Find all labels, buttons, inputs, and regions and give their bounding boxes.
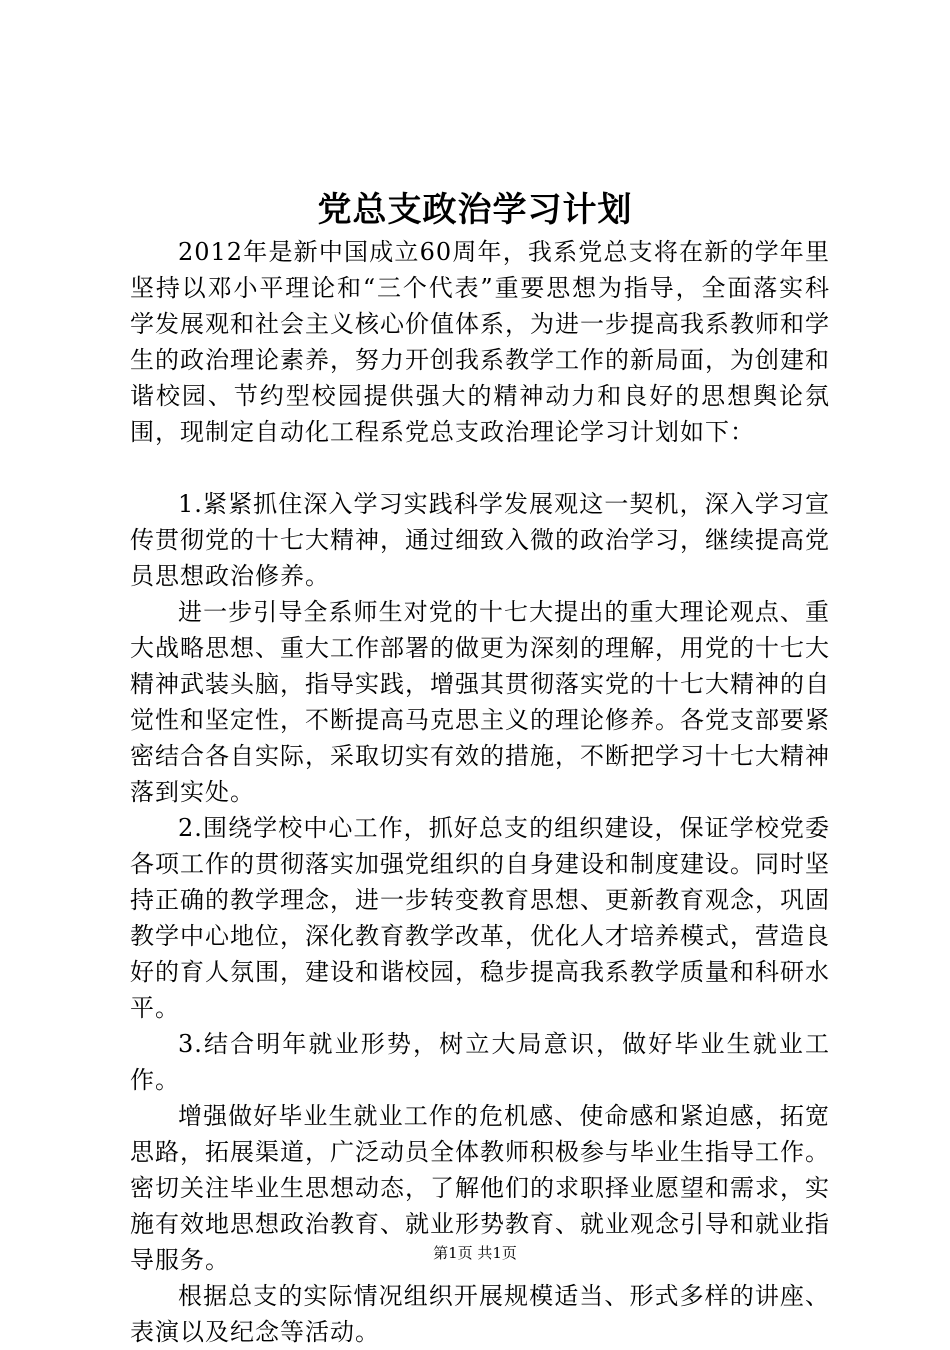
paragraph-item-3: 3.结合明年就业形势，树立大局意识，做好毕业生就业工作。 bbox=[130, 1030, 830, 1094]
page-footer: 第1页 共1页 bbox=[433, 1244, 517, 1262]
paragraph-item-1: 1.紧紧抓住深入学习实践科学发展观这一契机，深入学习宣传贯彻党的十七大精神，通过细致入微的政治学习，继续提高党员思想政治修养。 bbox=[130, 490, 830, 590]
paragraph-item-1-detail: 进一步引导全系师生对党的十七大提出的重大理论观点、重大战略思想、重大工作部署的做更为深刻的理解，用党的十七大精神武装头脑，指导实践，增强其贯彻落实党的十七大精神的自觉性和坚定性，不断提高马克思主义的理论修养。各党支部要紧密结合各自实际，采取切实有效的措施，不断把学习十七大精神落到实处。 bbox=[130, 598, 830, 806]
document-title: 党总支政治学习计划 bbox=[317, 190, 633, 230]
document-body bbox=[130, 234, 830, 1350]
paragraph-item-3-detail: 增强做好毕业生就业工作的危机感、使命感和紧迫感，拓宽思路，拓展渠道，广泛动员全体教师积极参与毕业生指导工作。密切关注毕业生思想动态，了解他们的求职择业愿望和需求，实施有效地思想政治教育、就业形势教育、就业观念引导和就业指导服务。 bbox=[130, 1102, 830, 1274]
paragraph-intro: 2012年是新中国成立60周年，我系党总支将在新的学年里坚持以邓小平理论和“三个代表”重要思想为指导，全面落实科学发展观和社会主义核心价值体系，为进一步提高我系教师和学生的政治理论素养，努力开创我系教学工作的新局面，为创建和谐校园、节约型校园提供强大的精神动力和良好的思想舆论氛围，现制定自动化工程系党总支政治理论学习计划如下： bbox=[130, 238, 830, 446]
paragraph-item-2: 2.围绕学校中心工作，抓好总支的组织建设，保证学校党委各项工作的贯彻落实加强党组织的自身建设和制度建设。同时坚持正确的教学理念，进一步转变教育思想、更新教育观念，巩固教学中心地位，深化教育教学改革，优化人才培养模式，营造良好的育人氛围，建设和谐校园，稳步提高我系教学质量和科研水平。 bbox=[130, 814, 830, 1022]
paragraph-spacer bbox=[130, 450, 830, 486]
paragraph-closing: 根据总支的实际情况组织开展规模适当、形式多样的讲座、表演以及纪念等活动。 bbox=[130, 1282, 830, 1346]
